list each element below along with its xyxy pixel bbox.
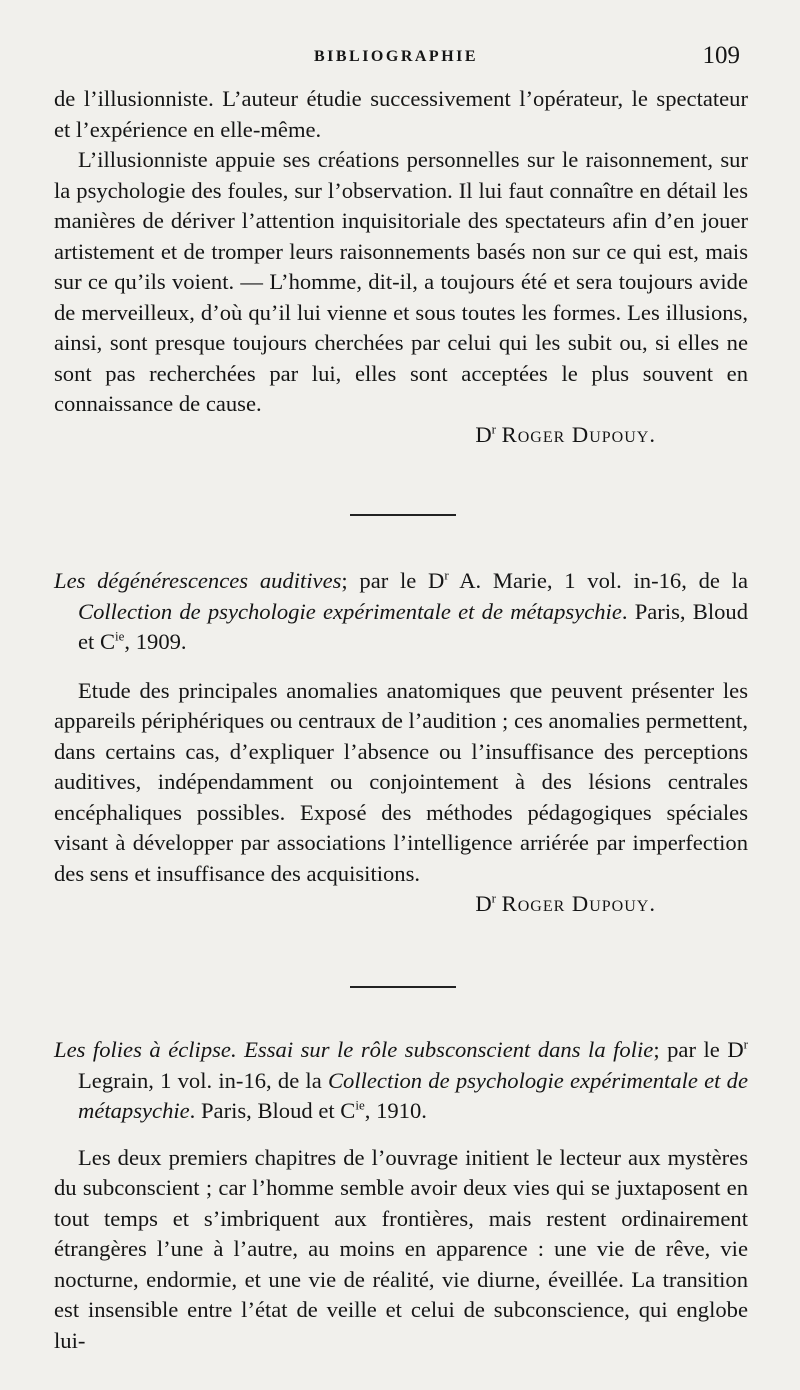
section-divider-1 bbox=[350, 514, 456, 516]
section-divider-2 bbox=[350, 986, 456, 988]
ref-year: , 1910. bbox=[364, 1098, 427, 1123]
ref-sup-2: ie bbox=[115, 628, 125, 644]
ref-sup: r bbox=[444, 567, 449, 583]
ref-author: Legrain, 1 vol. in-16, de la bbox=[78, 1067, 328, 1093]
collection-title: Collection de psychologie expérimentale et de métapsychie bbox=[78, 598, 622, 624]
review-2-reference bbox=[54, 566, 748, 658]
signature-prefix: D bbox=[475, 421, 492, 447]
review-1-signature bbox=[54, 420, 748, 451]
book-title: Les folies à éclipse. Essai sur le rôle subsconscient dans la folie bbox=[54, 1037, 654, 1062]
collection-title: Collection de psychologie expérimentale et de métapsychie bbox=[78, 1067, 748, 1123]
ref-publisher: . Paris, Bloud et C bbox=[78, 598, 748, 654]
signature-prefix: D bbox=[475, 891, 492, 916]
page-number: 109 bbox=[702, 42, 740, 69]
ref-author: A. Marie, 1 vol. in-16, de la bbox=[448, 568, 748, 593]
ref-text: ; par le D bbox=[341, 568, 445, 593]
running-head: BIBLIOGRAPHIE bbox=[313, 48, 479, 65]
review-3 bbox=[54, 1035, 748, 1356]
ref-year: , 1909. bbox=[124, 629, 187, 654]
signature-name: Roger Dupouy. bbox=[501, 891, 656, 916]
review-1-paragraph-2: L’illusionniste appuie ses créations personnelles sur le raisonnement, sur la psychologie des foules, sur l’observation. Il lui faut connaître en détail les manières de dériver l’attention inquisitoriale des spectateurs afin d’en jouer artistement et de tromper leurs raisonnements basés non sur ce qui est, mais sur ce qu’ils voient. — L’homme, dit-il, a toujours été et sera toujours avide de merveilleux, d’où qu’il lui vienne et sous toutes les formes. Les illusions, ainsi, sont presque toujours cherchées par celui qui les subit ou, si elles ne sont pas recherchées par lui, elles sont acceptées le plus souvent en connaissance de cause. bbox=[54, 147, 748, 416]
page-header bbox=[52, 44, 740, 74]
ref-sup-2: ie bbox=[355, 1097, 365, 1113]
review-1 bbox=[54, 84, 748, 450]
review-2 bbox=[54, 566, 748, 920]
review-1-paragraph-1: de l’illusionniste. L’auteur étudie successivement l’opérateur, le spectateur et l’expérience en elle-même. bbox=[54, 86, 748, 142]
review-2-signature bbox=[54, 889, 748, 920]
review-3-reference bbox=[54, 1035, 748, 1127]
signature-sup: r bbox=[491, 890, 496, 906]
ref-sup: r bbox=[743, 1036, 748, 1052]
signature-sup: r bbox=[491, 420, 496, 436]
ref-publisher: . Paris, Bloud et C bbox=[189, 1098, 356, 1123]
book-title: Les dégénérescences auditives bbox=[54, 568, 342, 593]
ref-text: ; par le D bbox=[653, 1037, 744, 1062]
review-2-body: Etude des principales anomalies anatomiques que peuvent présenter les appareils périphériques ou centraux de l’audition ; ces anomalies permettent, dans certains cas, d’expliquer l’absence ou l’insuffisance des perceptions auditives, indépendamment ou conjointement à des lésions centrales encéphaliques possibles. Exposé des méthodes pédagogiques spéciales visant à développer par associations l’intelligence arriérée par imperfection des sens et insuffisance des acquisitions. bbox=[54, 677, 748, 886]
signature-name: Roger Dupouy. bbox=[501, 421, 656, 447]
review-3-body: Les deux premiers chapitres de l’ouvrage initient le lecteur aux mystères du subconscient ; car l’homme semble avoir deux vies qui se juxtaposent en tout temps et s’imbriquent aux frontières, mais restent ordinairement étrangères l’une à l’autre, au moins en apparence : une vie de rêve, vie nocturne, endormie, et une vie de réalité, vie diurne, éveillée. La transition est insensible entre l’état de veille et celui de subconscience, qui englobe lui- bbox=[54, 1144, 748, 1353]
